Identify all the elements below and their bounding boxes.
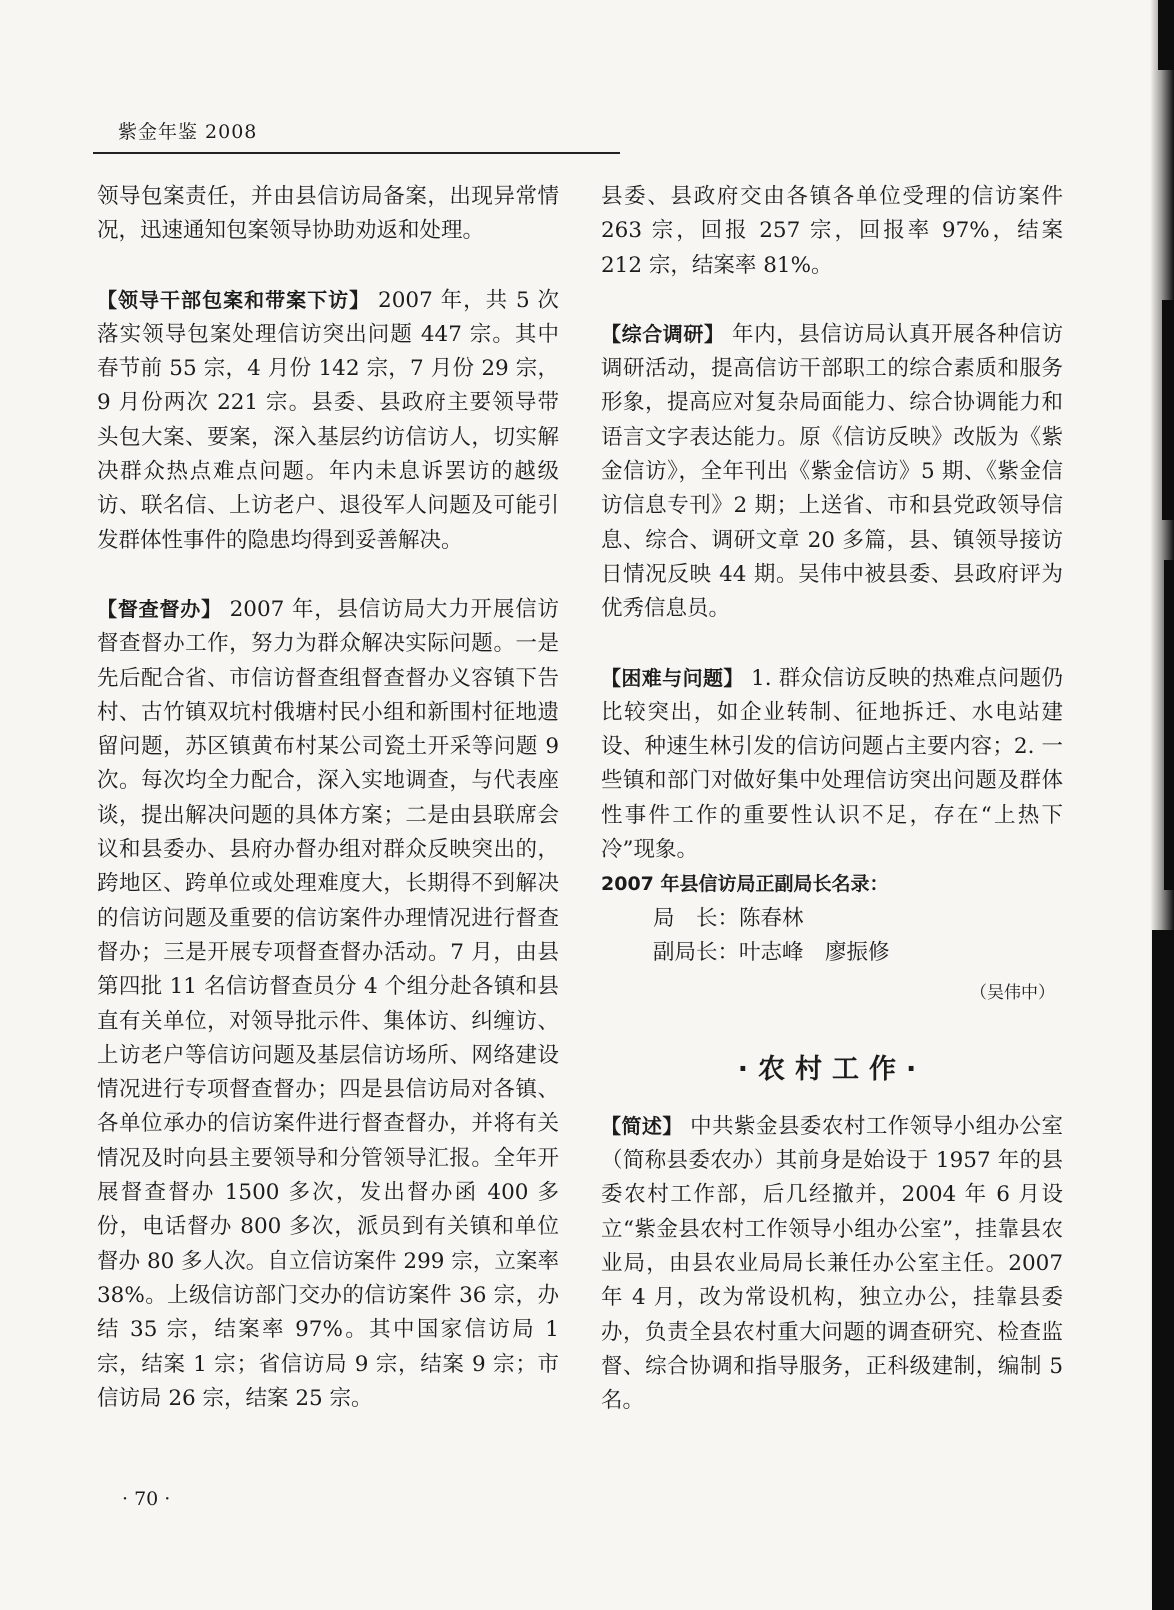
paragraph-continuation: 领导包案责任，并由县信访局备案，出现异常情况，迅速通知包案领导协助劝返和处理。 [97,184,559,244]
paragraph-body: 1. 群众信访反映的热难点问题仍比较突出，如企业转制、征地拆迁、水电站建设、种速生林引发的信访问题占主要内容；2. 一些镇和部门对做好集中处理信访突出问题及群体性事件工作的重要性认识不足，存在“上热下冷”现象。 [601,665,1064,863]
section-heading: 【综合调研】 [601,321,725,346]
right-column [601,180,1063,1419]
section-heading: 【督查督办】 [97,596,222,621]
paragraph-body: 年内，县信访局认真开展各种信访调研活动，提高信访干部职工的综合素质和服务形象，提高应对复杂局面能力、综合协调能力和语言文字表达能力。原《信访反映》改版为《紫金信访》，全年刊出《紫金信访》5 期、《紫金信访信息专刊》2 期；上送省、市和县党政领导信息、综合、调研文章 20 多篇，县、镇领导接访日情况反映 44 期。吴伟中被县委、县政府评为优秀信息员。 [601,321,1064,622]
roster-title: 2007 年县信访局正副局长名录： [601,873,889,896]
paragraph-supervision [97,592,559,1416]
paragraph-body: 2007 年，县信访局大力开展信访督查督办工作，努力为群众解决实际问题。一是先后配合省、市信访督查组督查督办义容镇下告村、古竹镇双坑村俄塘村民小组和新围村征地遗留问题，苏区镇黄布村某公司瓷土开采等问题 9 次。每次均全力配合，深入实地调查，与代表座谈，提出解决问题的具体方案；二是由县联席会议和县委办、县府办督办组对群众反映突出的，跨地区、跨单位或处理难度大，长期得不到解决的信访问题及重要的信访案件办理情况进行督查督办；三是开展专项督查督办活动。7 月，由县第四批 11 名信访督查员分 4 个组分赴各镇和县直有关单位，对领导批示件、集体访、纠缠访、上访老户等信访问题及基层信访场所、网络建设情况进行专项督查督办；四是县信访局对各镇、各单位承办的信访案件进行督查督办，并将有关情况及时向县主要领导和分管领导汇报。全年开展督查督办 1500 多次，发出督办函 400 多份，电话督办 800 多次，派员到有关镇和单位督办 80 多人次。自立信访案件 299 宗，立案率 38%。上级信访部门交办的信访案件 36 宗，办结 35 宗，结案率 97%。其中国家信访局 1 宗，结案 1 宗；省信访局 9 宗，结案 9 宗；市信访局 26 宗，结案 25 宗。 [97,596,560,1411]
scan-edge-mark [1164,560,1174,890]
roster-director: 局 长：陈春林 [653,905,804,931]
scan-edge-mark [1162,300,1174,520]
paragraph-gap [97,558,559,592]
roster-deputies: 副局长：叶志峰 廖振修 [653,939,890,965]
author-credit: （吴伟中） [970,983,1055,1004]
paragraph-overview [601,1109,1063,1419]
section-title: ·农村工作· [737,1053,927,1085]
paragraph-research [601,317,1063,627]
section-heading: 【困难与问题】 [601,665,744,690]
section-heading: 【简述】 [601,1113,683,1138]
paragraph-gap [601,283,1063,317]
paragraph-leader-cases [97,283,559,558]
header-rule [93,152,620,154]
paragraph-body: 2007 年，共 5 次落实领导包案处理信访突出问题 447 宗。其中春节前 55 宗，4 月份 142 宗，7 月份 29 宗，9 月份两次 221 宗。县委、县政府主要领导带头包大案、要案，深入基层约访信访人，切实解决群众热点难点问题。年内未息诉罢访的越级访、联名信、上访老户、退役军人问题及可能引发群体性事件的隐患均得到妥善解决。 [97,287,560,553]
left-column [97,180,559,1416]
paragraph-continuation: 县委、县政府交由各镇各单位受理的信访案件 263 宗，回报 257 宗，回报率 97%，结案 212 宗，结案率 81%。 [601,184,1063,278]
running-head: 紫金年鉴 2008 [118,121,258,143]
scan-edge-mark [1158,0,1174,70]
paragraph-gap [601,627,1063,661]
scan-edge-mark [1152,930,1174,1610]
paragraph-difficulties [601,661,1063,868]
paragraph-gap [97,249,559,283]
page-number: · 70 · [122,1488,171,1510]
paragraph-body: 中共紫金县委农村工作领导小组办公室（简称县委农办）其前身是始设于 1957 年的县委农村工作部，后几经撤并，2004 年 6 月设立“紫金县农村工作领导小组办公室”，挂靠县农业局，由县农业局局长兼任办公室主任。2007 年 4 月，改为常设机构，独立办公，挂靠县委办，负责全县农村重大问题的调查研究、检查监督、综合协调和指导服务，正科级建制，编制 5 名。 [601,1113,1063,1414]
section-heading: 【领导干部包案和带案下访】 [97,287,371,312]
